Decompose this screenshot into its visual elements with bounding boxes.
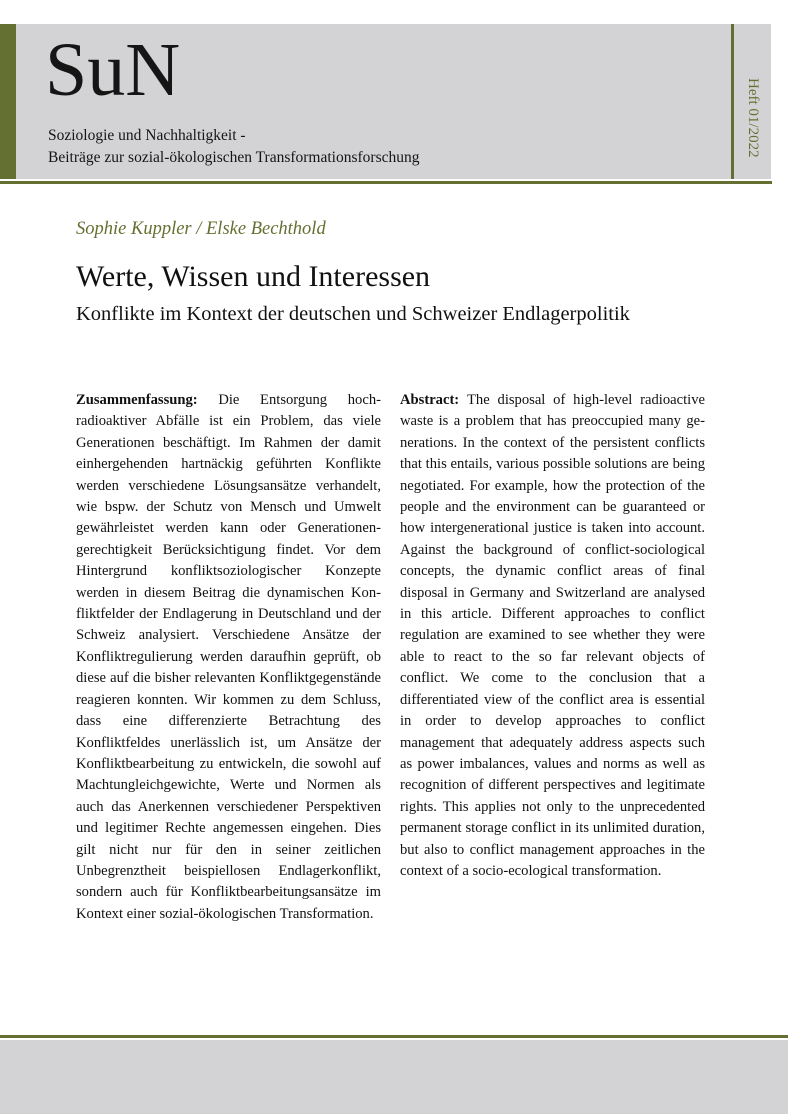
footer-band [0,1040,788,1114]
journal-subtitle-line2: Beiträge zur sozial-ökologischen Transformationsforschung [48,149,420,166]
abstract-german-text: Die Entsorgung hochradioaktiver Abfälle ist ein Problem, das viele Generationen beschäftigt. Im Rahmen der damit einhergehenden hartnäckig geführten Konflikte werden verschiedene Lösungsansätze verhandelt, wie bspw. der Schutz von Mensch und Umwelt gewährleistet werden kann oder Generationengerechtigkeit Berücksichtigung findet. Vor dem Hintergrund konfliktsoziologischer Konzepte werden in diesem Beitrag die dynamischen Konfliktfelder der Endlagerung in Deutschland und der Schweiz analysiert. Verschiedene Ansätze der Konfliktregulierung werden daraufhin geprüft, ob diese auf die bisher relevanten Konfliktgegenstände reagieren konnten. Wir kommen zu dem Schluss, dass eine differenzierte Betrachtung des Konfliktfeldes unerlässlich ist, um Ansätze der Konfliktbearbeitung zu entwickeln, die sowohl auf Machtungleichgewichte, Werte und Normen als auch das Anerkennen verschiedener Perspektiven und legitimer Rechte angemessen eingehen. Dies gilt nicht nur für den in seiner zeitlichen Unbegrenztheit beispiellosen Endlagerkonflikt, sondern auch für Konfliktbearbeitungsansätze im Kontext einer sozial-ökologischen Transformation. [76,392,381,922]
abstract-english [400,390,705,882]
journal-logo: SuN [45,28,181,112]
header-accent-bar [0,24,16,179]
article-title: Werte, Wissen und Interessen [76,260,431,293]
article-authors: Sophie Kuppler / Elske Bechthold [76,219,326,239]
abstract-german [76,390,381,925]
abstract-english-text: The disposal of high-level radioactive waste is a problem that has preoccupied many generations. In the context of the persistent conflicts that this entails, various possible solutions are being negotiated. For example, how the protection of the people and the environment can be guaranteed or how intergenerational justice is taken into account. Against the background of conflict-sociological concepts, the dynamic conflict areas of final disposal in Germany and Switzerland are analysed in this article. Different approaches to conflict regulation are examined to see whether they were able to react to the so far relevant objects of conflict. We come to the conclusion that a differentiated view of the conflict area is essential in order to develop approaches to conflict management that adequately address aspects such as power imbalances, values and norms as well as recognition of different perspectives and legitimate rights. This applies not only to the unprecedented permanent storage conflict in its unlimited duration, but also to conflict management approaches in the context of a socio-ecological transformation. [400,392,705,879]
journal-subtitle-line1: Soziologie und Nachhaltigkeit - [48,127,246,144]
issue-number: Heft 01/2022 [745,78,761,158]
journal-header [0,24,771,179]
article-subtitle: Konflikte im Kontext der deutschen und Schweizer Endlagerpolitik [76,303,630,325]
abstract-german-label: Zusammenfassung: [76,392,219,408]
journal-subtitle [48,125,420,169]
footer-rule [0,1035,788,1038]
header-divider [731,24,734,179]
abstract-english-label: Abstract: [400,392,467,408]
header-rule [0,181,772,184]
